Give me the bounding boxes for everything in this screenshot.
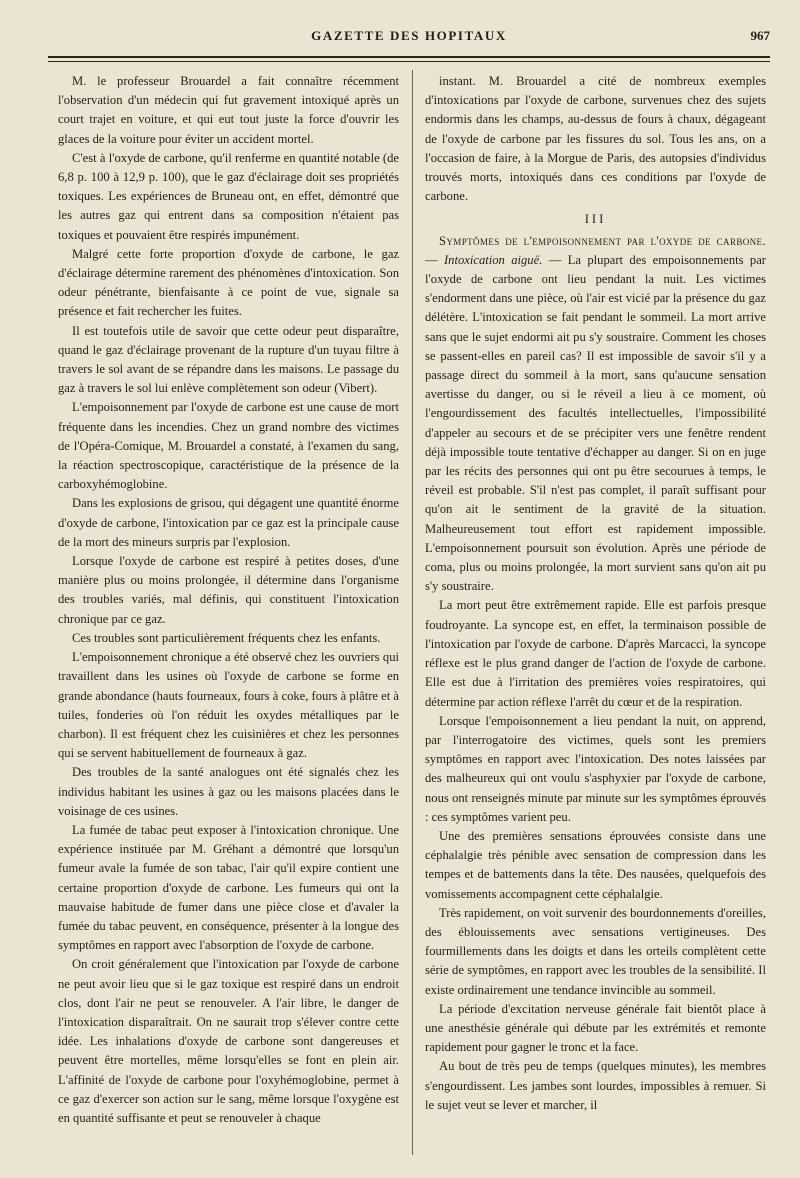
page-number: 967 (750, 28, 770, 43)
section-heading (425, 232, 766, 597)
paragraph: Dans les explosions de grisou, qui dégagent une quantité énorme d'oxyde de carbone, l'intoxication par ce gaz est la principale cause de la mort des mineurs surpris par l'explosion. (58, 496, 399, 549)
paragraph: Très rapidement, on voit survenir des bourdonnements d'oreilles, des éblouissements avec sensations vertigineuses. Des fourmillements dans les doigts et dans les orteils complètent cette série de symptômes, en rapport avec les troubles de la sensibilité. Il existe ordinairement une tendance invincible au sommeil. (425, 905, 766, 997)
paragraph: C'est à l'oxyde de carbone, qu'il renferme en quantité notable (de 6,8 p. 100 à 12,9 p. 100), que le gaz d'éclairage doit ses propriétés toxiques. Les expériences de Bruneau ont, en effet, démontré que les autres gaz qui entrent dans sa composition n'étaient pas toxiques et pouvaient être respirés impunément. (58, 150, 399, 242)
paragraph: L'empoisonnement chronique a été observé chez les ouvriers qui travaillent dans les usines où l'oxyde de carbone se forme en grande abondance (hauts fourneaux, fours à coke, fours à plâtre et à tuiles, fonderies où l'on réduit les oxydes métalliques par le charbon). Il est fréquent chez les cuisinières et chez les personnes qui se servent habituellement de fourneaux à gaz. (58, 650, 399, 761)
header-rule-thick (48, 56, 770, 58)
paragraph: Des troubles de la santé analogues ont été signalés chez les individus habitant les usines à gaz ou les maisons placées dans le voisinage de ces usines. (58, 765, 399, 818)
paragraph: Au bout de très peu de temps (quelques minutes), les membres s'engourdissent. Les jambes sont lourdes, impossibles à remuer. Si le sujet veut se lever et marcher, il (425, 1059, 766, 1112)
left-column (58, 72, 399, 1158)
header-rule-thin (48, 61, 770, 62)
page-header (48, 28, 770, 48)
section-dash: — (425, 252, 438, 267)
paragraph: Lorsque l'empoisonnement a lieu pendant la nuit, on apprend, par l'interrogatoire des victimes, quels sont les premiers symptômes en rapport avec l'intoxication. Des notes laissées par des malheureux qui ont voulu s'asphyxier par l'oxyde de carbone, nous ont renseignés minute par minute sur les symptômes éprouvés : ces symptômes varient peu. (425, 713, 766, 824)
paragraph: Une des premières sensations éprouvées consiste dans une céphalalgie très pénible avec sensation de compression dans les tempes et de battements dans la tête. Des nausées, quelquefois des vomissements accompagnent cette céphalalgie. (425, 828, 766, 901)
paragraph: Ces troubles sont particulièrement fréquents chez les enfants. (72, 630, 381, 645)
paragraph: La mort peut être extrêmement rapide. Elle est parfois presque foudroyante. La syncope est, en effet, la terminaison possible de l'intoxication par l'oxyde de carbone. D'après Marcacci, la syncope réflexe est le plus grand danger de l'action de l'oxyde de carbone. Elle est due à l'irritation des premières voies respiratoires, qui détermine par action réflexe l'arrêt du cœur et de la respiration. (425, 598, 766, 709)
paragraph: La fumée de tabac peut exposer à l'intoxication chronique. Une expérience instituée par M. Gréhant a démontré que lorsqu'un fumeur avale la fumée de son tabac, l'air qu'il expire contient une certaine proportion d'oxyde de carbone. Les fumeurs qui ont la mauvaise habitude de fumer dans une pièce close et d'avaler la fumée du tabac peuvent, en conséquence, présenter à la longue des symptômes en rapport avec l'absorption de l'oxyde de carbone. (58, 822, 399, 953)
paragraph: La période d'excitation nerveuse générale fait bientôt place à une anesthésie générale qui débute par les extrémités et remonte rapidement pour gagner le tronc et la face. (425, 1001, 766, 1055)
paragraph: L'empoisonnement par l'oxyde de carbone est une cause de mort fréquente dans les incendies. Chez un grand nombre des victimes de l'Opéra-Comique, M. Brouardel a constaté, à l'examen du sang, la réaction spectroscopique, caractéristique de la présence de la carboxyhémoglobine. (58, 400, 399, 492)
paragraph: Lorsque l'oxyde de carbone est respiré à petites doses, d'une manière plus ou moins prolongée, il détermine dans l'organisme des troubles variés, mal définis, qui constituent l'intoxication chronique par ce gaz. (58, 554, 399, 626)
paragraph: M. le professeur Brouardel a fait connaître récemment l'observation d'un médecin qui fut gravement intoxiqué après un court trajet en voiture, et qui eut tout juste la force d'ouvrir les glaces de la voiture pour éviter un accident mortel. (58, 74, 399, 146)
section-number: III (584, 212, 607, 227)
paragraph: On croit généralement que l'intoxication par l'oxyde de carbone ne peut avoir lieu que si le gaz toxique est respiré dans un endroit clos, dont l'air ne peut se renouveler. A l'air libre, le danger de l'intoxication disparaîtrait. On ne saurait trop s'élever contre cette idée. Les inhalations d'oxyde de carbone sont dangereuses et peuvent être mortelles, même lorsqu'elles se font en plein air. L'affinité de l'oxyde de carbone pour l'oxyhémoglobine, permet à ce gaz d'exercer son action sur le sang, même lorsque l'oxygène est en quantité suffisante et peut se renouveler à chaque (58, 957, 399, 1125)
subsection-title: Intoxication aiguë. (443, 252, 543, 267)
paragraph-continuation: instant. M. Brouardel a cité de nombreux exemples d'intoxications par l'oxyde de carbone, survenues chez des sujets endormis dans les champs, au-dessus de fours à chaux, dégageant de l'oxyde de carbone par les fissures du sol. Tous les ans, on a l'occasion de faire, à la Morgue de Paris, des autopsies d'individus trouvés morts, intoxiqués dans ces conditions par l'oxyde de carbone. (425, 74, 766, 204)
section-title: Symptômes de l'empoisonnement par l'oxyde de carbone. (439, 233, 766, 248)
section-intro: — La plupart des empoisonnements par l'oxyde de carbone ont lieu pendant la nuit. Les victimes s'endorment dans une pièce, où l'air est vicié par la présence du gaz délétère. L'intoxication se fait pendant le sommeil. La mort arrive sans que le sujet endormi ait pu s'y soustraire. Comment les choses se passent-elles en pareil cas? Il est impossible de savoir s'il y a passage direct du sommeil à la mort, sans qu'aucune sensation avertisse du danger, ou si le réveil a lieu à ce moment, où l'engourdissement des facultés intellectuelles, l'impossibilité d'appeler au secours et de se précipiter vers une fenêtre rendent déjà impossible toute tentative d'échapper au danger. Si on en juge par les récits des personnes qui ont pu être secourues à temps, le réveil est probable. S'il n'est pas complet, il paraît suffisant pour qu'on ait le sentiment de la gravité de la situation. Malheureusement tout effort est rapidement impossible. L'empoisonnement poursuit son évolution. Après une période de coma, plus ou moins prolongée, la mort survient sans qu'on ait pu s'y soustraire. (425, 252, 766, 594)
paragraph: Malgré cette forte proportion d'oxyde de carbone, le gaz d'éclairage détermine rarement des phénomènes d'intoxication. Son odeur pénétrante, bienfaisante à ce point de vue, signale sa présence et fait rechercher les fuites. (58, 246, 399, 319)
column-divider (412, 70, 413, 1155)
paragraph: Il est toutefois utile de savoir que cette odeur peut disparaître, quand le gaz d'éclairage provenant de la rupture d'un tuyau filtre à travers le sol avant de se répandre dans les maisons. Le passage du gaz à travers le sol lui enlève complètement son odeur (Vibert). (58, 323, 399, 396)
running-title: GAZETTE DES HOPITAUX (311, 28, 507, 43)
right-column (425, 72, 766, 1158)
